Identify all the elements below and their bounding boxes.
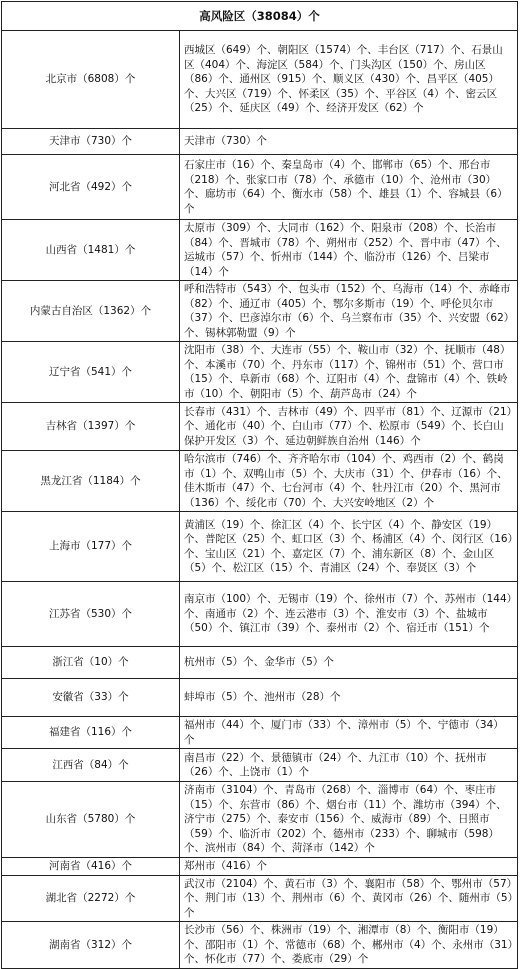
district-detail-cell: 黄浦区（19）个、徐汇区（4）个、长宁区（4）个、静安区（19）个、普陀区（25）个、虹口区（3）个、杨浦区（4）个、闵行区（16）个、宝山区（21）个、嘉定区（7）个、浦东新区（8）个、金山区（5）个、松江区（15）个、青浦区（24）个、奉贤区（3）个 [180,512,518,582]
district-detail-cell: 长沙市（56）个、株洲市（19）个、湘潭市（8）个、衡阳市（19）个、邵阳市（1）个、常德市（68）个、郴州市（4）个、永州市（31）个、怀化市（77）个、娄底市（29）个 [180,922,518,969]
district-detail-cell: 南京市（100）个、无锡市（19）个、徐州市（7）个、苏州市（144）个、南通市（2）个、连云港市（3）个、淮安市（3）个、盐城市（50）个、镇江市（39）个、泰州市（2）个、宿迁市（151）个 [180,582,518,647]
province-cell: 上海市（177）个 [2,512,180,582]
province-cell: 河北省（492）个 [2,155,180,220]
province-cell: 浙江省（10）个 [2,647,180,679]
province-cell: 河南省（416）个 [2,857,180,875]
table-row [2,403,518,451]
district-detail-cell: 蚌埠市（5）个、池州市（28）个 [180,679,518,717]
province-cell: 辽宁省（541）个 [2,342,180,403]
province-cell: 安徽省（33）个 [2,679,180,717]
district-detail-cell: 太原市（309）个、大同市（162）个、阳泉市（208）个、长治市（84）个、晋城市（78）个、朔州市（252）个、晋中市（47）个、运城市（57）个、忻州市（144）个、临汾市（126）个、吕梁市（14）个 [180,220,518,281]
table-row [2,782,518,858]
high-risk-area-table [1,1,518,969]
district-detail-cell: 长春市（431）个、吉林市（49）个、四平市（81）个、辽源市（21）个、通化市（40）个、白山市（77）个、松原市（549）个、长白山保护开发区（3）个、延边朝鲜族自治州（146）个 [180,403,518,451]
province-cell: 山西省（1481）个 [2,220,180,281]
table-row [2,31,518,129]
province-cell: 江苏省（530）个 [2,582,180,647]
district-detail-cell: 济南市（3104）个、青岛市（268）个、淄博市（64）个、枣庄市（15）个、东营市（86）个、烟台市（11）个、潍坊市（394）个、济宁市（275）个、泰安市（156）个、威海市（89）个、日照市（59）个、临沂市（202）个、德州市（233）个、聊城市（598）个、滨州市（84）个、菏泽市（142）个 [180,782,518,858]
province-cell: 北京市（6808）个 [2,31,180,129]
table-row [2,749,518,782]
table-row [2,512,518,582]
province-cell: 湖南省（312）个 [2,922,180,969]
table-title: 高风险区（38084）个 [2,2,518,31]
table-header-row [2,2,518,31]
district-detail-cell: 郑州市（416）个 [180,857,518,875]
district-detail-cell: 石家庄市（16）个、秦皇岛市（4）个、邯郸市（65）个、邢台市（218）个、张家口市（78）个、承德市（10）个、沧州市（30）个、廊坊市（64）个、衡水市（58）个、雄县（1）个、容城县（6）个 [180,155,518,220]
district-detail-cell: 南昌市（22）个、景德镇市（24）个、九江市（10）个、抚州市（26）个、上饶市（1）个 [180,749,518,782]
district-detail-cell: 武汉市（2104）个、黄石市（3）个、襄阳市（58）个、鄂州市（57）个、荆门市（13）个、荆州市（6）个、黄冈市（26）个、随州市（5）个 [180,875,518,922]
table-row [2,717,518,749]
table-row [2,679,518,717]
table-row [2,582,518,647]
district-detail-cell: 天津市（730）个 [180,129,518,155]
table-row [2,342,518,403]
district-detail-cell: 哈尔滨市（746）个、齐齐哈尔市（104）个、鸡西市（2）个、鹤岗市（1）个、双鸭山市（5）个、大庆市（31）个、伊春市（16）个、佳木斯市（47）个、七台河市（4）个、牡丹江市（20）个、黑河市（136）个、绥化市（70）个、大兴安岭地区（2）个 [180,451,518,512]
district-detail-cell: 西城区（649）个、朝阳区（1574）个、丰台区（717）个、石景山区（404）个、海淀区（584）个、门头沟区（150）个、房山区（86）个、通州区（915）个、顺义区（430）个、昌平区（405）个、大兴区（719）个、怀柔区（35）个、平谷区（4）个、密云区（25）个、延庆区（49）个、经济开发区（62）个 [180,31,518,129]
table-row [2,922,518,969]
table-row [2,857,518,875]
table-row [2,281,518,342]
table-row [2,129,518,155]
district-detail-cell: 杭州市（5）个、金华市（5）个 [180,647,518,679]
province-cell: 山东省（5780）个 [2,782,180,858]
table-row [2,647,518,679]
table-row [2,220,518,281]
province-cell: 福建省（116）个 [2,717,180,749]
province-cell: 天津市（730）个 [2,129,180,155]
province-cell: 内蒙古自治区（1362）个 [2,281,180,342]
table-row [2,155,518,220]
province-cell: 吉林省（1397）个 [2,403,180,451]
province-cell: 江西省（84）个 [2,749,180,782]
district-detail-cell: 呼和浩特市（543）个、包头市（152）个、乌海市（14）个、赤峰市（82）个、通辽市（405）个、鄂尔多斯市（19）个、呼伦贝尔市（37）个、巴彦淖尔市（6）个、乌兰察布市（35）个、兴安盟（62）个、锡林郭勒盟（9）个 [180,281,518,342]
province-cell: 黑龙江省（1184）个 [2,451,180,512]
district-detail-cell: 福州市（44）个、厦门市（33）个、漳州市（5）个、宁德市（34）个 [180,717,518,749]
table-row [2,451,518,512]
province-cell: 湖北省（2272）个 [2,875,180,922]
table-row [2,875,518,922]
district-detail-cell: 沈阳市（38）个、大连市（55）个、鞍山市（32）个、抚顺市（48）个、本溪市（70）个、丹东市（117）个、锦州市（51）个、营口市（15）个、阜新市（68）个、辽阳市（4）个、盘锦市（4）个、铁岭市（10）个、朝阳市（5）个、葫芦岛市（24）个 [180,342,518,403]
